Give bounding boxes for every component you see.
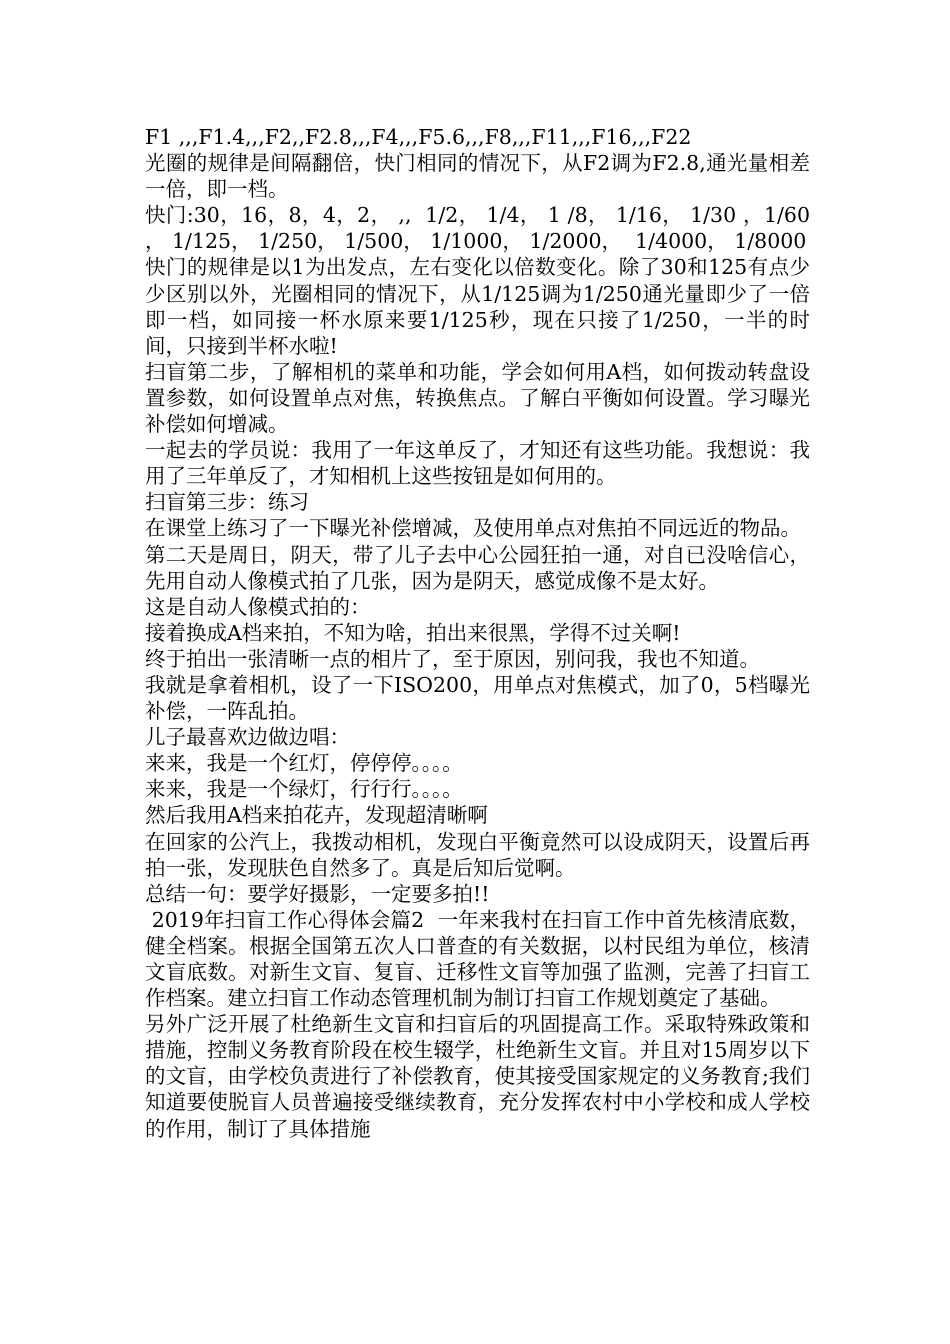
paragraph-classmate-quote: 一起去的学员说：我用了一年这单反了，才知还有这些功能。我想说：我用了三年单反了，才知相机上这些按钮是如何用的。 — [145, 438, 810, 489]
paragraph-aperture-scale: F1 ,,,F1.4,,,F2,,F2.8,,,F4,,,F5.6,,,F8,,,F11,,,F16,,,F22 — [145, 125, 692, 149]
paragraph-green-light: 来来，我是一个绿灯，行行行。。。。 — [145, 777, 463, 802]
paragraph-white-balance: 在回家的公汽上，我拨动相机，发现白平衡竟然可以设成阴天，设置后再拍一张，发现肤色自然多了。真是后知后觉啊。 — [145, 829, 810, 880]
paragraph-auto-portrait: 这是自动人像模式拍的： — [145, 594, 371, 619]
paragraph-literacy-part-two: 2019年扫盲工作心得体会篇2 一年来我村在扫盲工作中首先核清底数，健全档案。根据全国第五次人口普查的有关数据，以村民组为单位，核清文盲底数。对新生文盲、复盲、迁移性文盲等加强了监测，完善了扫盲工作档案。建立扫盲工作动态管理机制为制订扫盲工作规划奠定了基础。 — [145, 907, 810, 1011]
paragraph-classroom-practice: 在课堂上练习了一下曝光补偿增减，及使用单点对焦拍不同远近的物品。 — [145, 516, 801, 541]
paragraph-son-sings: 儿子最喜欢边做边唱： — [145, 725, 350, 750]
paragraph-step-two: 扫盲第二步，了解相机的菜单和功能，学会如何用A档，如何拨动转盘设置参数，如何设置单点对焦，转换焦点。了解白平衡如何设置。学习曝光补偿如何增减。 — [145, 359, 810, 437]
paragraph-sunday-park: 第二天是周日，阴天，带了儿子去中心公园狂拍一通，对自已没啥信心，先用自动人像模式拍了几张，因为是阴天，感觉成像不是太好。 — [145, 542, 810, 593]
paragraph-summary: 总结一句：要学好摄影，一定要多拍!! — [145, 881, 490, 906]
paragraph-clear-photo: 终于拍出一张清晰一点的相片了，至于原因，别问我，我也不知道。 — [145, 646, 760, 671]
paragraph-red-light: 来来，我是一个红灯，停停停。。。。 — [145, 751, 463, 776]
paragraph-a-mode-dark: 接着换成A档来拍，不知为啥，拍出来很黑，学得不过关啊! — [145, 620, 681, 645]
paragraph-aperture-rule: 光圈的规律是间隔翻倍，快门相同的情况下，从F2调为F2.8,通光量相差一倍，即一档。 — [145, 151, 810, 202]
paragraph-literacy-consolidation: 另外广泛开展了杜绝新生文盲和扫盲后的巩固提高工作。采取特殊政策和措施，控制义务教育阶段在校生辍学，杜绝新生文盲。并且对15周岁以下的文盲，由学校负责进行了补偿教育，使其接受国家规定的义务教育;我们知道要使脱盲人员普遍接受继续教育，充分发挥农村中小学校和成人学校的作用，制订了具体措施 — [145, 1012, 810, 1141]
paragraph-step-three-heading: 扫盲第三步：练习 — [145, 490, 309, 515]
paragraph-shutter-scale: 快门:30，16，8，4，2， ,, 1/2， 1/4， 1 /8， 1/16， 1/30 ，1/60 ， 1/125， 1/250， 1/500， 1/1000， 1/2000， 1/4000， 1/8000 — [145, 203, 817, 254]
document-page — [145, 124, 817, 1142]
paragraph-flowers: 然后我用A档来拍花卉，发现超清晰啊 — [145, 803, 488, 828]
paragraph-shutter-rule: 快门的规律是以1为出发点，左右变化以倍数变化。除了30和125有点少少区别以外，光圈相同的情况下，从1/125调为1/250通光量即少了一倍即一档，如同接一杯水原来要1/125秒，现在只接了1/250，一半的时间，只接到半杯水啦! — [145, 255, 810, 358]
paragraph-iso-settings: 我就是拿着相机，设了一下ISO200，用单点对焦模式，加了0，5档曝光补偿，一阵乱拍。 — [145, 672, 810, 724]
